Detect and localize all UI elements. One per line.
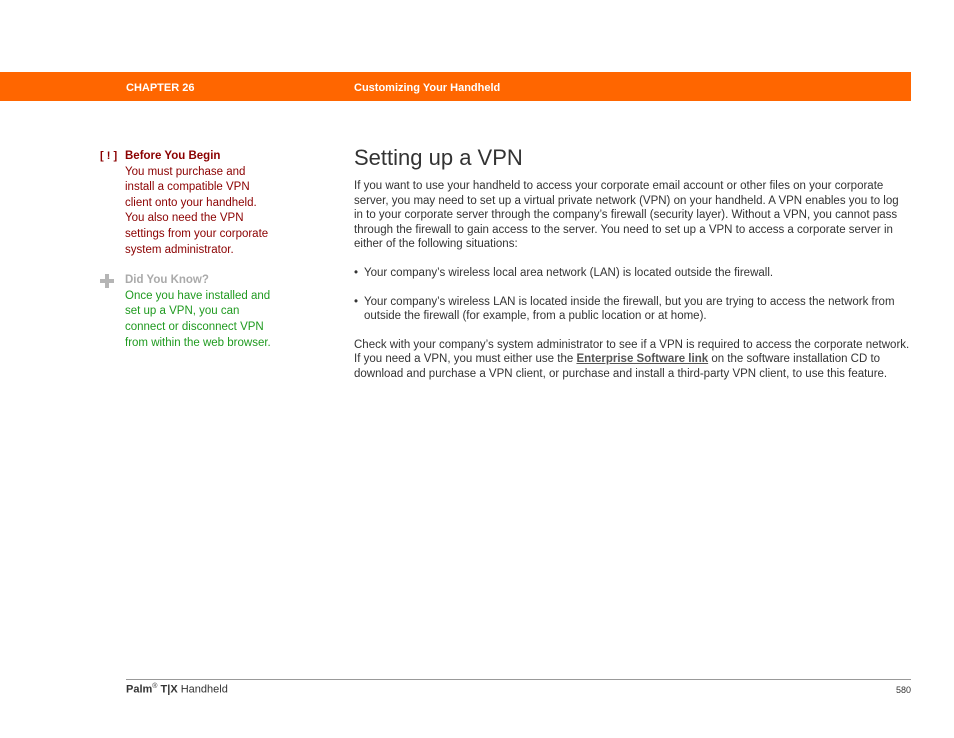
situation-list (354, 266, 910, 324)
chapter-title: Customizing Your Handheld (354, 82, 501, 94)
before-you-begin-text: You must purchase and install a compatible VPN client onto your handheld. You also need the VPN settings from your corporate system administrator. (125, 165, 269, 256)
page-number: 580 (895, 685, 911, 695)
list-item (354, 295, 910, 324)
registered-mark: ® (152, 683, 158, 690)
before-you-begin-note (100, 149, 280, 258)
closing-paragraph (354, 338, 910, 382)
alert-marker-icon: [ ! ] (100, 150, 118, 162)
closing-text-start: Check with your company’s system administrator to see if a VPN is required to access the corporate network. If you need a VPN, you must either use the (354, 338, 910, 366)
footer-product (126, 683, 228, 696)
did-you-know-note (100, 273, 280, 351)
sidebar (100, 149, 280, 351)
footer-product-name: Handheld (180, 683, 228, 696)
intro-paragraph: If you want to use your handheld to access your corporate email account or other files on your corporate server, you may need to set up a virtual private network (VPN) on your handheld. A VPN enables you to log in to your corporate server through the company’s firewall (security layer). Without a VPN, you cannot pass through the firewall to gain access to the server. You need to set up a VPN to access a corporate server in either of the following situations: (354, 180, 899, 251)
list-item-text: Your company’s wireless LAN is located inside the firewall, but you are trying to access the network from outside the firewall (for example, from a public location or at home). (364, 295, 895, 323)
did-you-know-heading: Did You Know? (125, 274, 209, 287)
chapter-number: CHAPTER 26 (126, 82, 195, 94)
before-you-begin-heading: Before You Begin (125, 150, 221, 162)
list-item-text: Your company’s wireless local area network (LAN) is located outside the firewall. (364, 266, 774, 279)
bullet-icon: • (354, 295, 359, 308)
bullet-icon: • (354, 266, 359, 279)
footer-brand: Palm (126, 683, 153, 696)
footer-divider (126, 679, 911, 680)
enterprise-software-link[interactable]: Enterprise Software link (576, 353, 709, 366)
main-content (354, 144, 910, 382)
footer-model: T|X (160, 683, 178, 696)
list-item (354, 266, 910, 281)
page-title: Setting up a VPN (354, 145, 523, 170)
closing-text-end: on the software installation CD to download and purchase a VPN client, or purchase and install a third-party VPN client, to use this feature. (354, 353, 888, 380)
plus-icon (100, 274, 114, 288)
did-you-know-text: Once you have installed and set up a VPN, you can connect or disconnect VPN from within the web browser. (125, 289, 271, 349)
